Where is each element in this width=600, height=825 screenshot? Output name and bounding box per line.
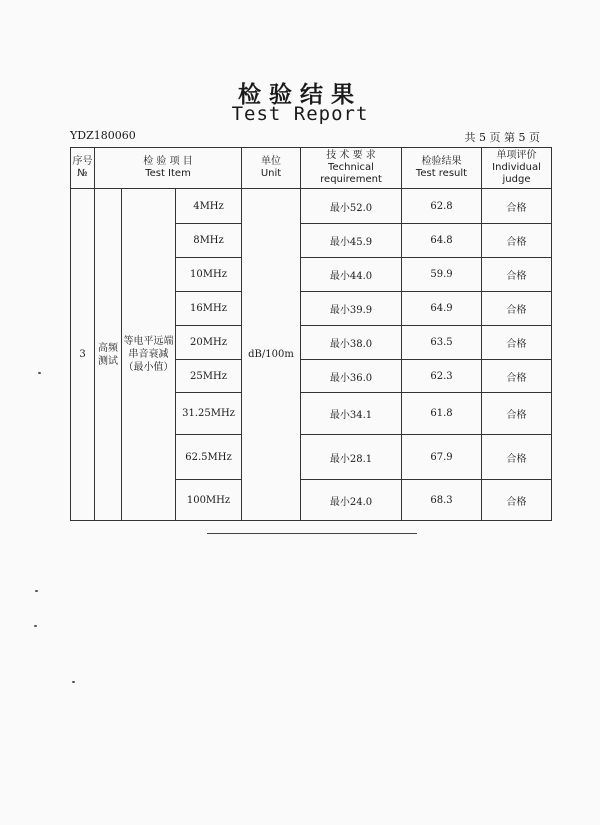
judge-cell: 合格 [482,435,552,480]
requirement-cell: 最小39.9 [301,292,402,326]
title-chinese: 检验结果 [238,82,362,108]
header-unit: 单位 Unit [242,148,301,189]
requirement-cell: 最小38.0 [301,326,402,360]
judge-cell: 合格 [482,224,552,258]
frequency-cell: 31.25MHz [176,393,242,435]
requirement-cell: 最小52.0 [301,189,402,224]
header-judge: 单项评价 Individual judge [482,148,552,189]
scan-speck [34,625,37,627]
page-number: 共 5 页 第 5 页 [464,131,540,144]
requirement-cell: 最小44.0 [301,258,402,292]
frequency-cell: 16MHz [176,292,242,326]
requirement-cell: 最小45.9 [301,224,402,258]
result-cell: 62.8 [402,189,482,224]
judge-cell: 合格 [482,393,552,435]
judge-cell: 合格 [482,360,552,393]
group-category: 高频 测试 [95,189,122,521]
title-english: Test Report [231,103,369,125]
result-cell: 67.9 [402,435,482,480]
result-cell: 59.9 [402,258,482,292]
requirement-cell: 最小24.0 [301,480,402,521]
frequency-cell: 25MHz [176,360,242,393]
group-test-item: 等电平远端 串音衰减 （最小值） [122,189,176,521]
requirement-cell: 最小36.0 [301,360,402,393]
judge-cell: 合格 [482,480,552,521]
frequency-cell: 4MHz [176,189,242,224]
header-requirement: 技 术 要 求 Technical requirement [301,148,402,189]
frequency-cell: 100MHz [176,480,242,521]
result-cell: 64.8 [402,224,482,258]
judge-cell: 合格 [482,326,552,360]
scan-speck [35,590,38,592]
frequency-cell: 20MHz [176,326,242,360]
end-rule-line [207,533,417,534]
header-result: 检验结果 Test result [402,148,482,189]
scan-speck [38,372,41,374]
judge-cell: 合格 [482,292,552,326]
frequency-cell: 8MHz [176,224,242,258]
result-cell: 68.3 [402,480,482,521]
header-test-item: 检 验 项 目 Test Item [95,148,242,189]
requirement-cell: 最小28.1 [301,435,402,480]
judge-cell: 合格 [482,258,552,292]
test-report-table [70,147,552,521]
result-cell: 63.5 [402,326,482,360]
scan-speck [72,681,75,683]
table-row [71,189,552,224]
group-unit: dB/100m [242,189,301,521]
result-cell: 61.8 [402,393,482,435]
table-header-row [71,148,552,189]
judge-cell: 合格 [482,189,552,224]
frequency-cell: 10MHz [176,258,242,292]
result-cell: 62.3 [402,360,482,393]
frequency-cell: 62.5MHz [176,435,242,480]
requirement-cell: 最小34.1 [301,393,402,435]
group-seq: 3 [71,189,95,521]
header-seq: 序号 № [71,148,95,189]
report-number: YDZ180060 [70,129,136,142]
result-cell: 64.9 [402,292,482,326]
